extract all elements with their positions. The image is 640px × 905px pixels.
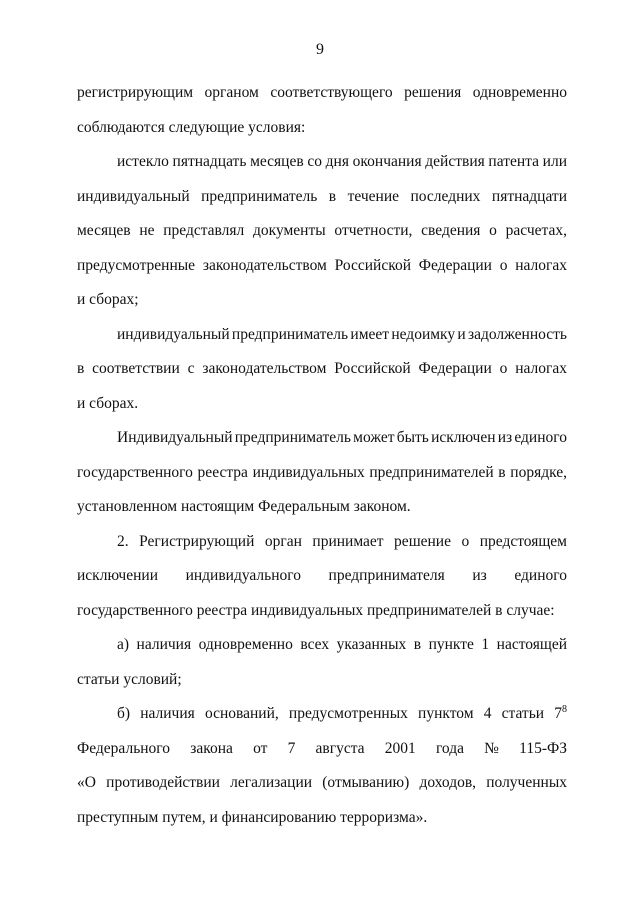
text-line	[77, 594, 567, 629]
text-line-content: предусмотренные законодательством Российской Федерации о налогах	[77, 256, 567, 274]
text-line-content: регистрирующим органом соответствующего решения одновременно	[77, 84, 567, 101]
text-line	[77, 214, 567, 249]
text-line-content: «О противодействии легализации (отмыванию) доходов, полученных	[77, 774, 567, 791]
text-line-content: индивидуальный предприниматель в течение последних пятнадцати	[77, 187, 567, 205]
text-line	[77, 283, 567, 318]
text-line-content: соблюдаются следующие условия:	[77, 118, 306, 136]
text-line-content: 2. Регистрирующий орган принимает решение о предстоящем	[117, 532, 567, 550]
text-line	[77, 525, 567, 560]
text-line-content: и сборах;	[77, 291, 139, 308]
text-line	[77, 180, 567, 215]
text-line-content: индивидуальный предприниматель имеет недоимку и задолженность	[117, 325, 567, 343]
text-line-content: истекло пятнадцать месяцев со дня окончания действия патента или	[117, 153, 567, 170]
document-body	[77, 76, 567, 835]
text-line-content: а) наличия одновременно всех указанных в пункте 1 настоящей	[117, 636, 567, 653]
text-line-content: месяцев не представлял документы отчетности, сведения о расчетах,	[77, 222, 567, 239]
text-line-content: государственного реестра индивидуальных предпринимателей в случае:	[77, 601, 555, 619]
text-line	[77, 352, 567, 387]
text-line	[77, 801, 567, 836]
text-line-content: Федерального закона от 7 августа 2001 года № 115-ФЗ	[77, 739, 567, 757]
text-line	[77, 732, 567, 767]
text-line-content: и сборах.	[77, 394, 139, 412]
text-line-content: статьи условий;	[77, 670, 182, 688]
text-line-content: в соответствии с законодательством Российской Федерации о налогах	[77, 360, 567, 377]
text-line	[77, 766, 567, 801]
text-line	[77, 490, 567, 525]
text-line-content: б) наличия оснований, предусмотренных пунктом 4 статьи 7	[117, 705, 562, 722]
text-line	[77, 249, 567, 284]
superscript: 8	[562, 703, 567, 715]
text-line-content: установленном настоящим Федеральным законом.	[77, 498, 411, 515]
text-line	[77, 76, 567, 111]
text-line	[77, 421, 567, 456]
text-line-content: преступным путем, и финансированию терроризма».	[77, 808, 428, 826]
text-line	[77, 697, 567, 732]
text-line	[77, 318, 567, 353]
text-line	[77, 456, 567, 491]
page-number: 9	[316, 41, 324, 58]
text-line	[77, 387, 567, 422]
text-line	[77, 663, 567, 698]
text-line	[77, 628, 567, 663]
text-line-content: государственного реестра индивидуальных предпринимателей в порядке,	[77, 463, 567, 481]
text-line-content: исключении индивидуального предпринимателя из единого	[77, 567, 567, 584]
text-line-content: Индивидуальный предприниматель может быть исключен из единого	[117, 429, 567, 446]
text-line	[77, 559, 567, 594]
text-line	[77, 111, 567, 146]
text-line	[77, 145, 567, 180]
